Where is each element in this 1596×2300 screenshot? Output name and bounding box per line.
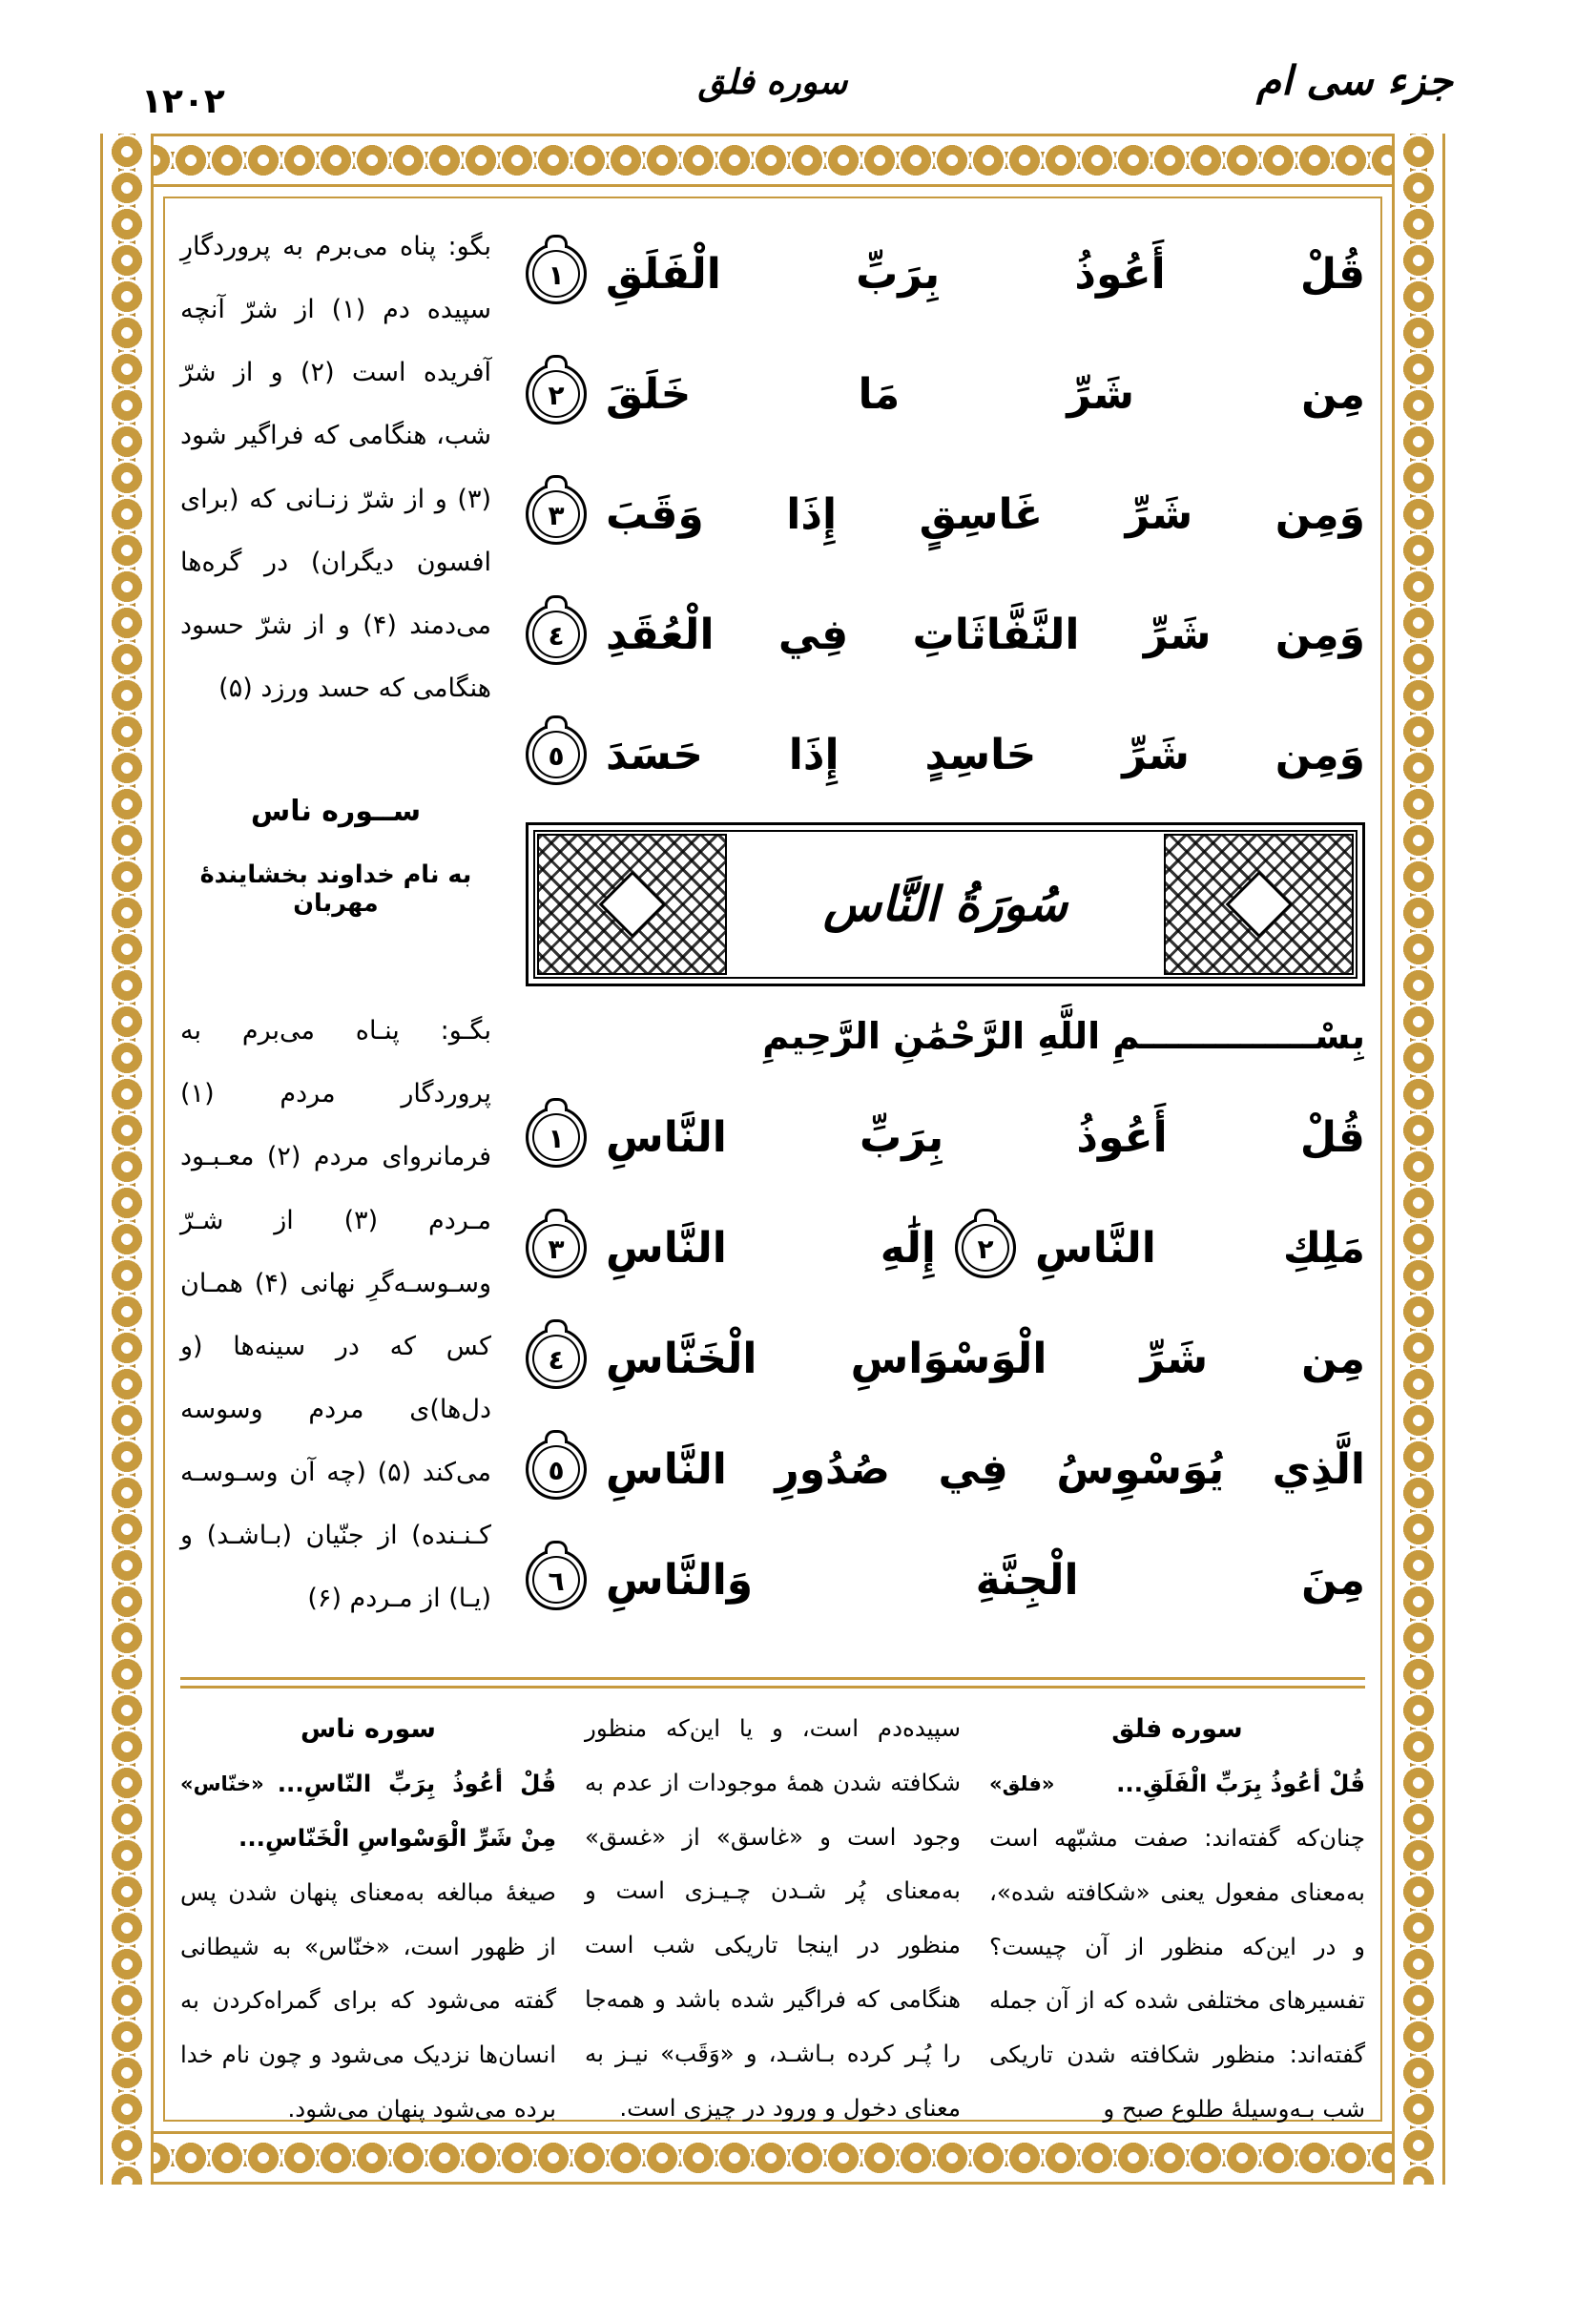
surah-nas-banner-title: سُورَةُ النَّاس <box>823 877 1067 932</box>
commentary-lead: قُلْ أعُوذُ بِرَبِّ الْفَلَقِ... <box>1116 1770 1365 1798</box>
frame-border-left <box>100 134 154 2185</box>
nas-translation: بگـو: پنـاه می‌برم به پروردگار مردم (۱) فرمانروای مردم (۲) معـبـود مـردم (۳) از شـرّ وسـوسـه‌گرِ نهانی (۴) همـان کس که در سینه‌ها (و دل‌ها)ی مردم وسوسه می‌کند (۵) (چه آن وسـوسـه کـنـنده) از جنّیان (بـاشـد) و (یـا) از مـردم (۶) <box>180 1016 491 1614</box>
verse-line <box>526 454 1365 574</box>
commentary-term: «فلق» <box>989 1772 1055 1796</box>
verse-line <box>526 1524 1365 1635</box>
verse-end-medallion-icon <box>955 1217 1016 1278</box>
verse-line <box>526 334 1365 454</box>
verse-end-medallion-icon <box>526 604 587 665</box>
commentary-section <box>180 1702 1365 2137</box>
page-number: ۱۲۰۲ <box>141 82 225 121</box>
verse-text: مِن شَرِّ مَا خَلَقَ <box>606 369 1365 419</box>
commentary-body: صیغهٔ مبالغه به‌معنای پنهان شدن پس از ظهور است، «خنّاس» به شیطانی گفته می‌شود که برای گمراه‌کردن به انسان‌ها نزدیک می‌شود و چون نام خدا برده می‌شود پنهان می‌شود. <box>180 1877 556 2124</box>
verse-text: إِلَٰهِ النَّاسِ <box>606 1223 936 1273</box>
surah-nas-title-banner <box>526 822 1365 986</box>
verse-text: مِن شَرِّ الْوَسْوَاسِ الْخَنَّاسِ <box>606 1334 1365 1383</box>
persian-translation-column <box>180 214 491 1668</box>
verse-number: ١ <box>548 259 565 291</box>
verse-line <box>526 1192 1365 1303</box>
verse-text: وَمِن شَرِّ غَاسِقٍ إِذَا وَقَبَ <box>606 489 1365 539</box>
commentary-column-falaq <box>989 1702 1365 2137</box>
verse-end-medallion-icon <box>526 1549 587 1610</box>
verse-text: وَمِن شَرِّ حَاسِدٍ إِذَا حَسَدَ <box>606 730 1365 779</box>
arabic-column <box>526 214 1365 1668</box>
commentary-title: سوره ناس <box>301 1714 436 1744</box>
commentary-separator-rule <box>180 1677 1365 1689</box>
verse-number: ٤ <box>548 1344 565 1376</box>
verse-number: ٣ <box>548 1233 565 1265</box>
ornamental-frame <box>100 134 1445 2185</box>
commentary-term: «خنّاس» <box>180 1772 264 1796</box>
verse-line <box>526 1414 1365 1524</box>
verse-end-medallion-icon <box>526 1107 587 1168</box>
verse-number: ٤ <box>548 620 565 652</box>
verse-end-medallion-icon <box>526 1439 587 1500</box>
bismillah-persian: به نام خداوند بخشایندهٔ مهربان <box>199 860 472 919</box>
verse-end-medallion-icon <box>526 1328 587 1389</box>
verse-end-medallion-icon <box>526 363 587 425</box>
running-head-surah: سوره فلق <box>697 63 848 102</box>
bismillah-calligraphy: بِسْــــــــــــــمِ اللَّهِ الرَّحْمَٰنِ الرَّحِيمِ <box>762 1015 1365 1057</box>
commentary-title: سوره فلق <box>1111 1714 1243 1744</box>
commentary-lead-line <box>180 1757 556 1866</box>
verse-number: ٢ <box>977 1233 994 1265</box>
verse-end-medallion-icon <box>526 1217 587 1278</box>
verse-end-medallion-icon <box>526 724 587 785</box>
verse-text: قُلْ أَعُوذُ بِرَبِّ النَّاسِ <box>606 1112 1365 1162</box>
verse-number: ٥ <box>548 740 565 772</box>
arabesque-ornament-icon <box>1164 834 1354 975</box>
commentary-column-middle <box>585 1702 961 2137</box>
commentary-lead: قُلْ أعُوذُ بِرَبِّ النّاسِ... مِنْ شَرِّ الْوَسْواسِ الْخَنّاسِ... <box>238 1770 556 1852</box>
falaq-translation: بگو: پناه می‌برم به پروردگارِ سپیده دم (۱) از شرّ آنچه آفریده است (۲) و از شرّ شب، هنگامی که فراگیر شود (۳) و از شرّ زنـانی که (برای افسون دیگران) در گره‌ها می‌دمند (۴) و از شرّ حسود هنگامی که حسد ورزد (۵) <box>180 232 491 703</box>
verse-number: ١ <box>548 1123 565 1154</box>
running-head-juz: جزء سی ام <box>1255 57 1453 104</box>
verse-line <box>526 574 1365 694</box>
frame-border-bottom <box>100 2131 1445 2185</box>
arabesque-ornament-icon <box>537 834 727 975</box>
verse-number: ٢ <box>548 380 565 411</box>
page-content <box>180 214 1365 2124</box>
surah-nas-verses <box>526 1082 1365 1635</box>
verse-end-medallion-icon <box>526 243 587 304</box>
verse-line <box>526 1303 1365 1414</box>
commentary-lead-line <box>989 1757 1365 1812</box>
commentary-body: سپیده‌دم است، و یا این‌که منظور شکافته شدن همهٔ موجودات از عدم به وجود است و «غاسق» از «غسق» به‌معنای پُر شـدن چـیـزی است و منظور در اینجا تاریکی شب است هنگامی که فراگیر شده باشد و همه‌جا را پُـر کرده بـاشـد، و «وَقَب» نیـز به معنای دخول و ورود در چیزی است. <box>585 1714 961 2122</box>
frame-border-top <box>100 134 1445 187</box>
verse-text: قُلْ أَعُوذُ بِرَبِّ الْفَلَقِ <box>606 249 1365 299</box>
verse-text: مِنَ الْجِنَّةِ وَالنَّاسِ <box>606 1555 1365 1605</box>
surah-falaq-verses <box>526 214 1365 815</box>
verse-line <box>526 694 1365 815</box>
main-section <box>180 214 1365 1668</box>
verse-text: وَمِن شَرِّ النَّفَّاثَاتِ فِي الْعُقَدِ <box>606 610 1365 659</box>
verse-line <box>526 1082 1365 1192</box>
verse-number: ٥ <box>548 1455 565 1486</box>
surah-nas-heading: ســوره ناس <box>250 795 422 829</box>
verse-line <box>526 214 1365 334</box>
commentary-column-nas <box>180 1702 556 2137</box>
frame-border-right <box>1392 134 1445 2185</box>
commentary-body: چنان‌که گفته‌اند: صفت مشبّهه است به‌معنای مفعول یعنی «شکافته شده»، و در این‌که منظور از آن چیست؟ تفسیرهای مختلفی شده که از آن جمله گفته‌اند: منظور شکافته شدن تاریکی شب بـه‌وسیلهٔ طلوع صبح و <box>989 1823 1365 2124</box>
verse-number: ٦ <box>548 1565 565 1597</box>
verse-number: ٣ <box>548 500 565 531</box>
verse-text: الَّذِي يُوَسْوِسُ فِي صُدُورِ النَّاسِ <box>606 1444 1365 1494</box>
verse-text: مَلِكِ النَّاسِ <box>1035 1223 1365 1273</box>
verse-end-medallion-icon <box>526 484 587 545</box>
